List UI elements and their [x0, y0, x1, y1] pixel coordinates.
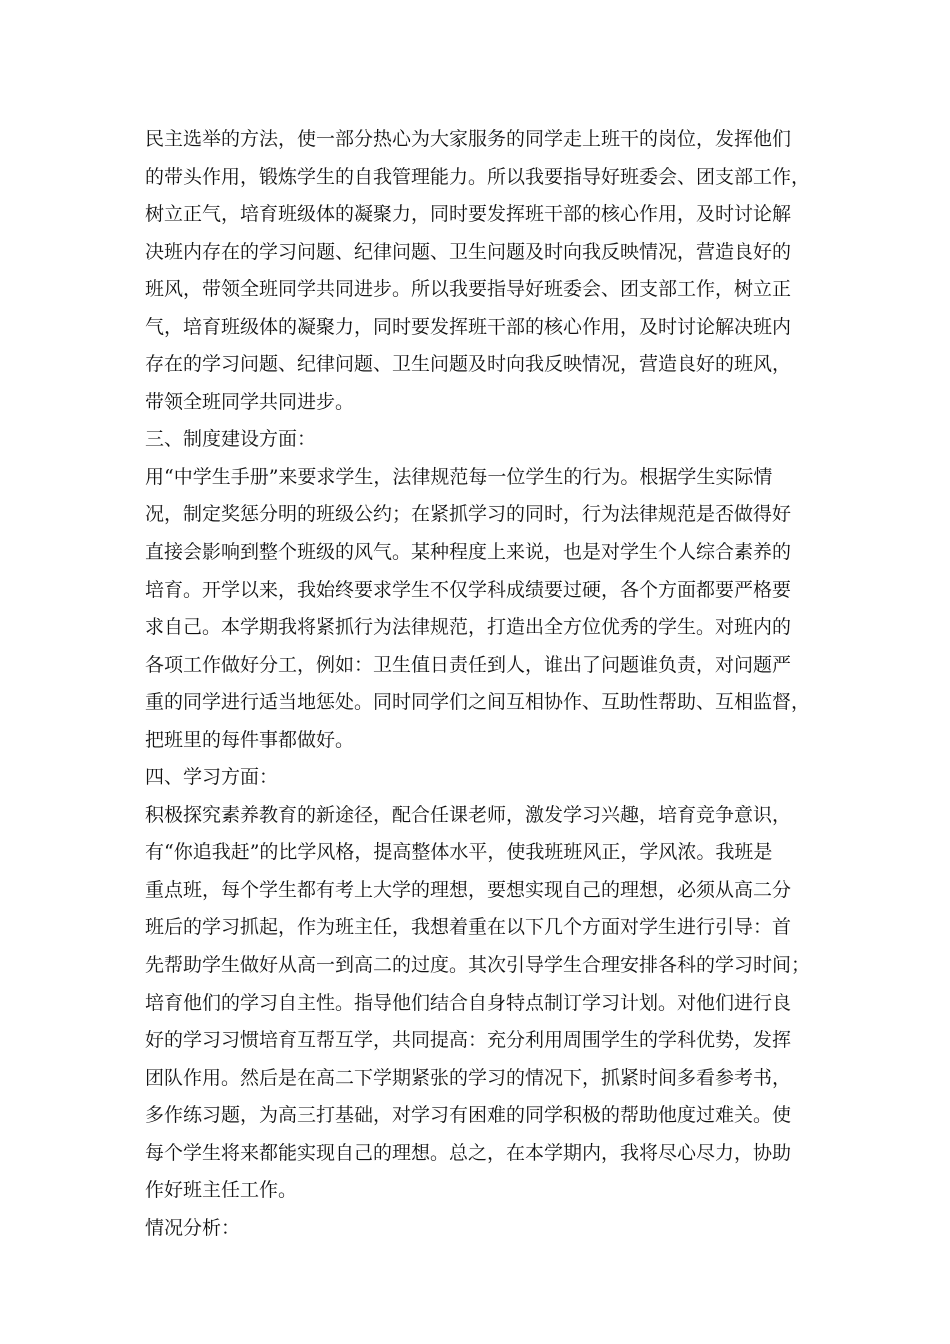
text-line: 况，制定奖惩分明的班级公约；在紧抓学习的同时，行为法律规范是否做得好 [145, 503, 792, 526]
text-line: 作好班主任工作。 [145, 1179, 298, 1202]
text-line: 多作练习题，为高三打基础，对学习有困难的同学积极的帮助他度过难关。使 [145, 1104, 792, 1127]
text-line: 班后的学习抓起，作为班主任，我想着重在以下几个方面对学生进行引导：首 [145, 916, 792, 939]
text-line: 培育他们的学习自主性。指导他们结合自身特点制订学习计划。对他们进行良 [145, 991, 792, 1014]
text-line: 好的学习习惯培育互帮互学，共同提高：充分利用周围学生的学科优势，发挥 [145, 1029, 792, 1052]
text-line: 积极探究素养教育的新途径，配合任课老师，激发学习兴趣，培育竞争意识， [145, 803, 792, 826]
text-line: 各项工作做好分工，例如：卫生值日责任到人，谁出了问题谁负责，对问题严 [145, 653, 792, 676]
text-line: 把班里的每件事都做好。 [145, 728, 355, 751]
text-line: 每个学生将来都能实现自己的理想。总之，在本学期内，我将尽心尽力，协助 [145, 1141, 792, 1164]
text-line: 求自己。本学期我将紧抓行为法律规范，打造出全方位优秀的学生。对班内的 [145, 616, 792, 639]
text-line: 民主选举的方法，使一部分热心为大家服务的同学走上班干的岗位，发挥他们 [145, 128, 792, 150]
text-line: 带领全班同学共同进步。 [145, 390, 355, 413]
text-line: 团队作用。然后是在高二下学期紧张的学习的情况下，抓紧时间多看参考书， [145, 1066, 792, 1089]
text-line: 树立正气，培育班级体的凝聚力，同时要发挥班干部的核心作用，及时讨论解 [145, 203, 792, 226]
text-line: 先帮助学生做好从高一到高二的过度。其次引导学生合理安排各科的学习时间； [145, 954, 811, 977]
text-line: 的带头作用，锻炼学生的自我管理能力。所以我要指导好班委会、团支部工作， [145, 165, 811, 188]
text-line: 用“中学生手册”来要求学生，法律规范每一位学生的行为。根据学生实际情 [145, 465, 773, 488]
text-line: 直接会影响到整个班级的风气。某种程度上来说，也是对学生个人综合素养的 [145, 541, 792, 564]
text-line: 三、制度建设方面： [145, 428, 317, 451]
body-text [145, 121, 815, 1247]
text-line: 重点班，每个学生都有考上大学的理想，要想实现自己的理想，必须从高二分 [145, 878, 792, 901]
text-line: 有“你追我赶”的比学风格，提高整体水平，使我班班风正，学风浓。我班是 [145, 841, 773, 864]
text-line: 重的同学进行适当地惩处。同时同学们之间互相协作、互助性帮助、互相监督， [145, 691, 811, 714]
text-line: 四、学习方面： [145, 766, 279, 789]
text-line: 气，培育班级体的凝聚力，同时要发挥班干部的核心作用，及时讨论解决班内 [145, 315, 792, 338]
text-line: 班风，带领全班同学共同进步。所以我要指导好班委会、团支部工作，树立正 [145, 278, 792, 301]
text-line: 决班内存在的学习问题、纪律问题、卫生问题及时向我反映情况，营造良好的 [145, 240, 792, 263]
text-line: 情况分析： [145, 1216, 241, 1239]
text-line: 培育。开学以来，我始终要求学生不仅学科成绩要过硬，各个方面都要严格要 [145, 578, 792, 601]
text-line: 存在的学习问题、纪律问题、卫生问题及时向我反映情况，营造良好的班风， [145, 353, 792, 376]
